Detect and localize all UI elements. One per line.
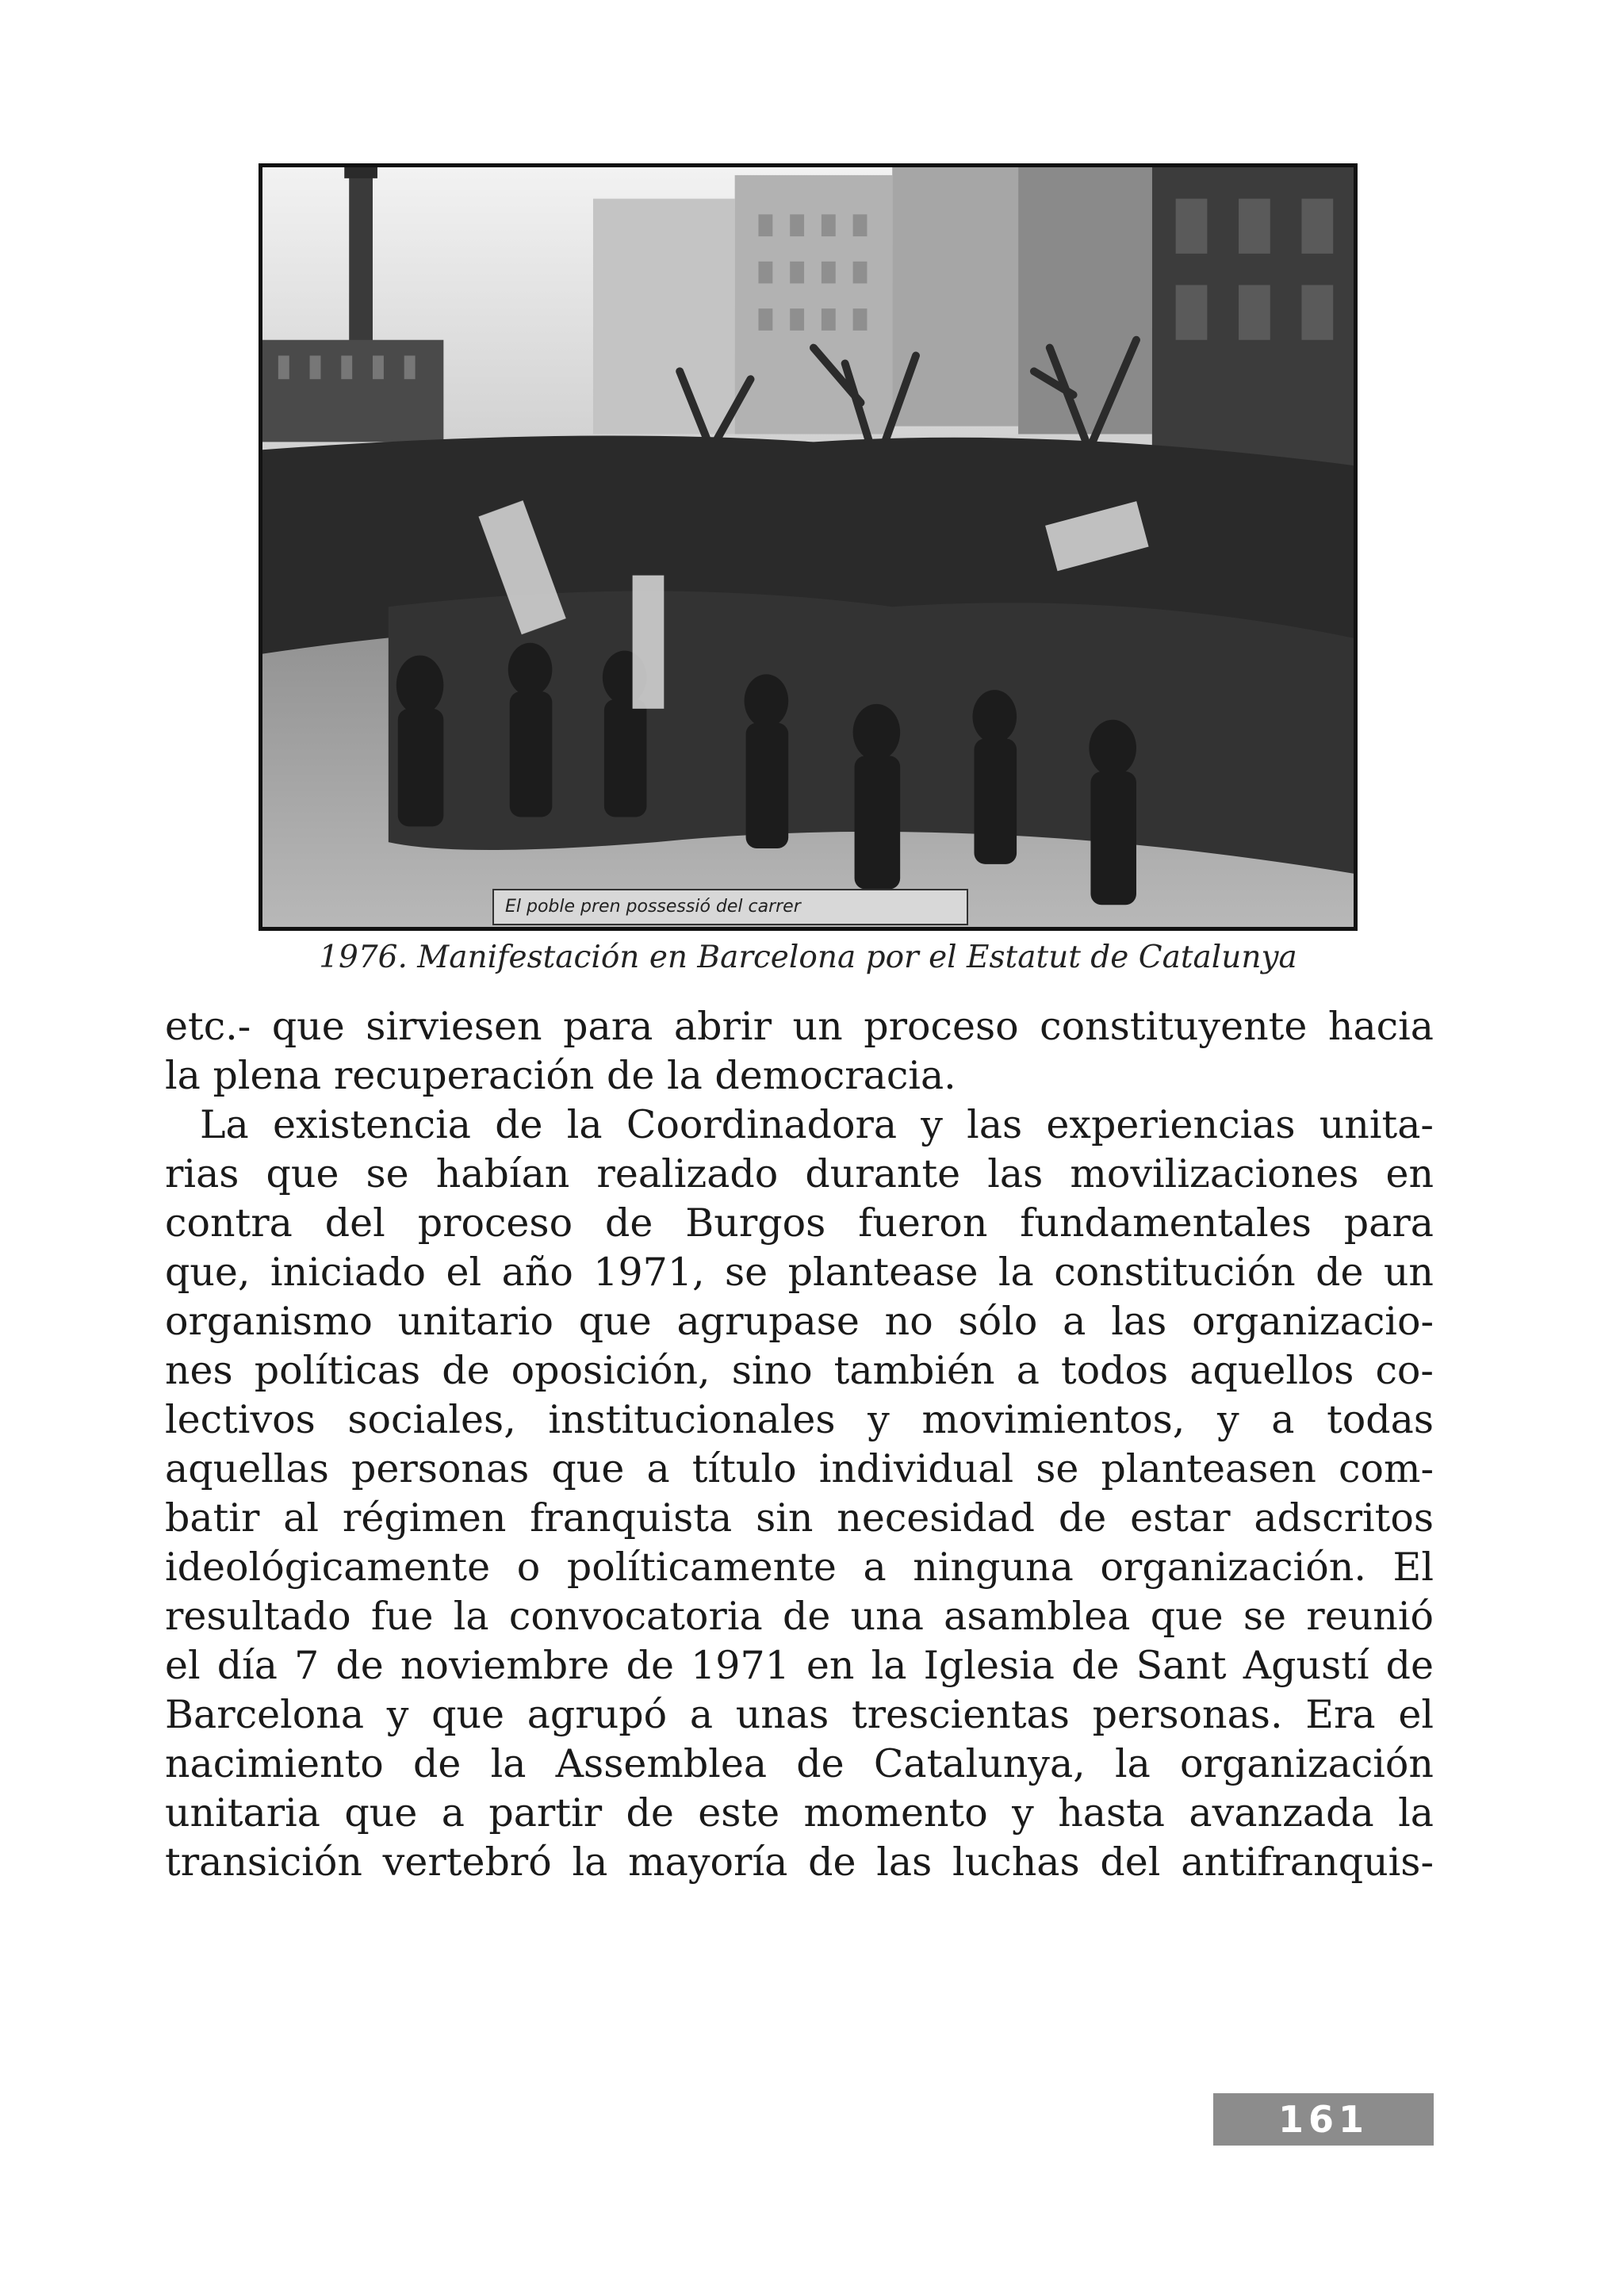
text-line: batir al régimen franquista sin necesidad de estar adscritos — [165, 1495, 1434, 1541]
crowd-photo-illustration — [262, 167, 1354, 927]
text-line: que, iniciado el año 1971, se plantease la constitución de un — [165, 1250, 1434, 1295]
text-line: rias que se habían realizado durante las movilizaciones en — [165, 1151, 1434, 1196]
page-number: 161 — [1213, 2093, 1434, 2146]
photo-inset-caption: El poble pren possessió del carrer — [492, 889, 968, 925]
text-line: el día 7 de noviembre de 1971 en la Iglesia de Sant Agustí de — [165, 1643, 1434, 1688]
text-line: unitaria que a partir de este momento y hasta avanzada la — [165, 1790, 1434, 1836]
text-line: organismo unitario que agrupase no sólo a las organizacio- — [165, 1299, 1434, 1344]
text-line: la plena recuperación de la democracia. — [165, 1053, 956, 1098]
text-line: nacimiento de la Assemblea de Catalunya, la organización — [165, 1741, 1434, 1786]
text-line: lectivos sociales, institucionales y movimientos, y a todas — [165, 1397, 1434, 1442]
body-text — [165, 1002, 1434, 1887]
text-line: nes políticas de oposición, sino también a todos aquellos co- — [165, 1348, 1434, 1393]
text-line: La existencia de la Coordinadora y las experiencias unita- — [200, 1102, 1434, 1147]
text-line: etc.- que sirviesen para abrir un proceso constituyente hacia — [165, 1004, 1434, 1049]
text-line: aquellas personas que a título individual se planteasen com- — [165, 1446, 1434, 1491]
text-line: transición vertebró la mayoría de las luchas del antifranquis- — [165, 1839, 1434, 1885]
text-line: contra del proceso de Burgos fueron fundamentales para — [165, 1200, 1434, 1246]
text-line: Barcelona y que agrupó a unas trescientas personas. Era el — [165, 1692, 1434, 1737]
figure-caption: 1976. Manifestación en Barcelona por el Estatut de Catalunya — [319, 940, 1297, 975]
protest-photo — [259, 163, 1358, 931]
text-line: resultado fue la convocatoria de una asamblea que se reunió — [165, 1594, 1434, 1639]
text-line: ideológicamente o políticamente a ninguna organización. El — [165, 1545, 1434, 1590]
